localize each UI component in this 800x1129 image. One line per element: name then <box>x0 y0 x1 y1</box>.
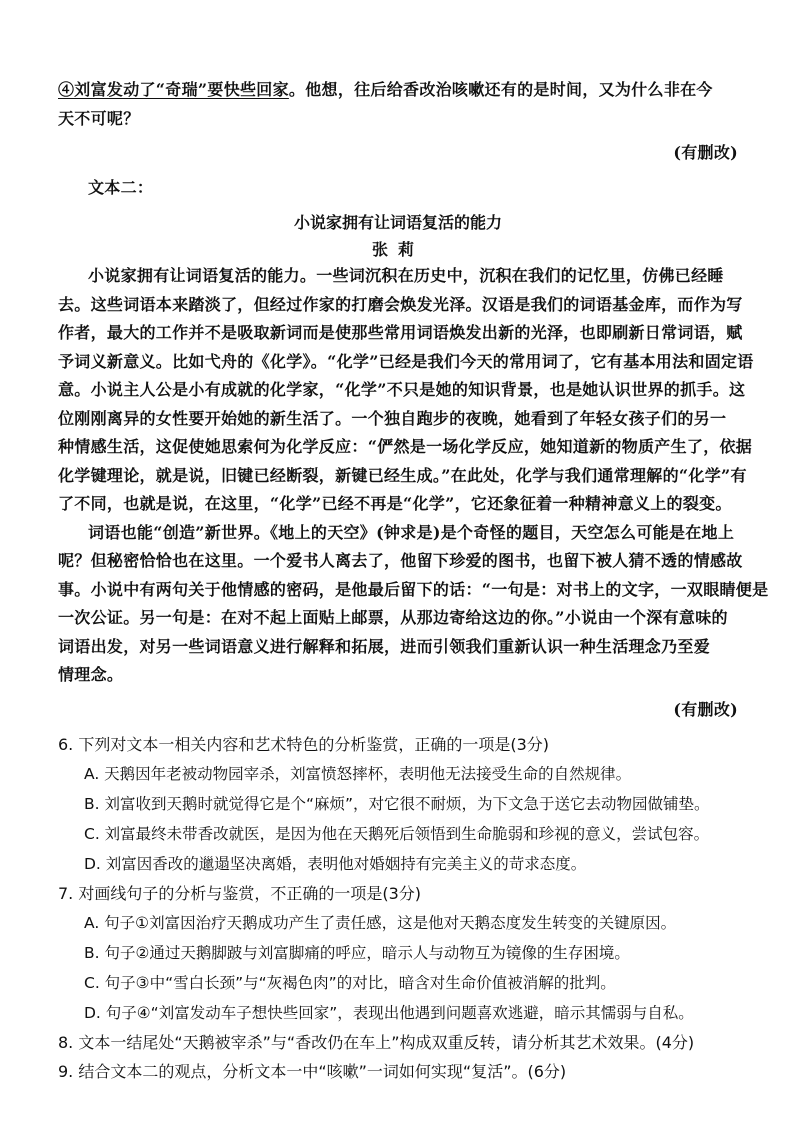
paragraph-line: 予词义新意义。比如弋舟的《化学》。“化学”已经是我们今天的常用词了，它有基本用法和固定语 <box>58 351 754 371</box>
paragraph-line: 词语出发，对另一些词语意义进行解释和拓展，进而引领我们重新认识一种生活理念乃至爱 <box>58 636 711 656</box>
text2-label: 文本二： <box>88 177 154 197</box>
paragraph-line: 了不同，也就是说，在这里，“化学”已经不再是“化学”，它还象征着一种精神意义上的裂变。 <box>58 494 732 513</box>
question-9: 9. 结合文本二的观点，分析文本一中“咳嗽”一词如何实现“复活”。(6分) <box>58 1062 567 1081</box>
paragraph-line: 词语也能“创造”新世界。《地上的天空》(钟求是)是个奇怪的题目，天空怎么可能是在地上 <box>88 522 735 542</box>
paragraph-line: 呢？但秘密恰恰也在这里。一个爱书人离去了，他留下珍爱的图书，也留下被人猜不透的情感故 <box>58 551 743 570</box>
paragraph-line: 小说家拥有让词语复活的能力。一些词沉积在历史中，沉积在我们的记忆里，仿佛已经睡 <box>88 266 724 285</box>
paragraph-line: 一次公证。另一句是：在对不起上面贴上邮票，从那边寄给这边的你。”小说由一个深有意味的 <box>58 608 728 627</box>
question-6-option-d: D. 刘富因香改的邋遢坚决离婚，表明他对婚姻持有完美主义的苛求态度。 <box>84 855 587 873</box>
question-6-option-c: C. 刘富最终未带香改就医，是因为他在天鹅死后领悟到生命脆弱和珍视的意义，尝试包容。 <box>84 825 710 843</box>
question-6-stem: 6. 下列对文本一相关内容和艺术特色的分析鉴赏，正确的一项是(3分) <box>58 735 550 754</box>
paragraph-line: 位刚刚离异的女性要开始她的新生活了。一个独自跑步的夜晚，她看到了年轻女孩子们的另一 <box>58 408 727 428</box>
exam-page <box>58 76 769 1086</box>
question-7-option-c: C. 句子③中“雪白长颈”与“灰褐色肉”的对比，暗含对生命价值被消解的批判。 <box>84 974 616 992</box>
text2-paragraph-2 <box>58 519 769 690</box>
text2-paragraph-1 <box>58 262 754 519</box>
question-7-stem: 7. 对画线句子的分析与鉴赏，不正确的一项是(3分) <box>58 884 422 903</box>
paragraph-line: 意。小说主人公是小有成就的化学家，“化学”不只是她的知识背景，也是她认识世界的抓手。这 <box>58 380 746 399</box>
question-7-option-d: D. 句子④“刘富发动车子想快些回家”，表现出他遇到问题喜欢逃避，暗示其懦弱与自私。 <box>84 1004 694 1022</box>
question-8: 8. 文本一结尾处“天鹅被宰杀”与“香改仍在车上”构成双重反转，请分析其艺术效果。(4分) <box>58 1033 695 1052</box>
text1-tail-line2: 天不可呢？ <box>58 108 140 128</box>
underlined-sentence-4: ④刘富发动了“奇瑞”要快些回家 <box>58 80 289 99</box>
text1-tail-line1: ④刘富发动了“奇瑞”要快些回家。他想，往后给香改治咳嗽还有的是时间，又为什么非在今 <box>58 80 713 99</box>
article-author: 张莉 <box>371 240 424 259</box>
paragraph-line: 种情感生活，这促使她思索何为化学反应：“俨然是一场化学反应，她知道新的物质产生了，依据 <box>58 437 753 456</box>
paragraph-line: 情理念。 <box>58 665 124 684</box>
questions-section <box>58 730 738 1086</box>
paragraph-line: 去。这些词语本来踏淡了，但经过作家的打磨会焕发光泽。汉语是我们的词语基金库，而作为写 <box>58 294 743 314</box>
paragraph-line: 化学键理论，就是说，旧键已经断裂，新键已经生成。”在此处，化学与我们通常理解的“化学”有 <box>58 465 747 485</box>
paragraph-line: 事。小说中有两句关于他情感的密码，是他最后留下的话：“一句是：对书上的文字，一双眼睛便是 <box>58 579 769 599</box>
text2-source-note: (有删改) <box>673 699 738 719</box>
article-title: 小说家拥有让词语复活的能力 <box>293 213 502 232</box>
question-7-option-a: A. 句子①刘富因治疗天鹅成功产生了责任感，这是他对天鹅态度发生转变的关键原因。 <box>84 914 677 932</box>
question-6-option-a: A. 天鹅因年老被动物园宰杀，刘富愤怒摔杯，表明他无法接受生命的自然规律。 <box>84 765 632 783</box>
question-7-option-b: B. 句子②通过天鹅脚跛与刘富脚痛的呼应，暗示人与动物互为镜像的生存困境。 <box>84 944 630 962</box>
paragraph-line: 作者，最大的工作并不是吸取新词而是使那些常用词语焕发出新的光泽，也即刷新日常词语，赋 <box>58 323 743 342</box>
text1-source-note: (有删改) <box>673 143 738 162</box>
question-6-option-b: B. 刘富收到天鹅时就觉得它是个“麻烦”，对它很不耐烦，为下文急于送它去动物园做铺垫。 <box>84 795 710 813</box>
